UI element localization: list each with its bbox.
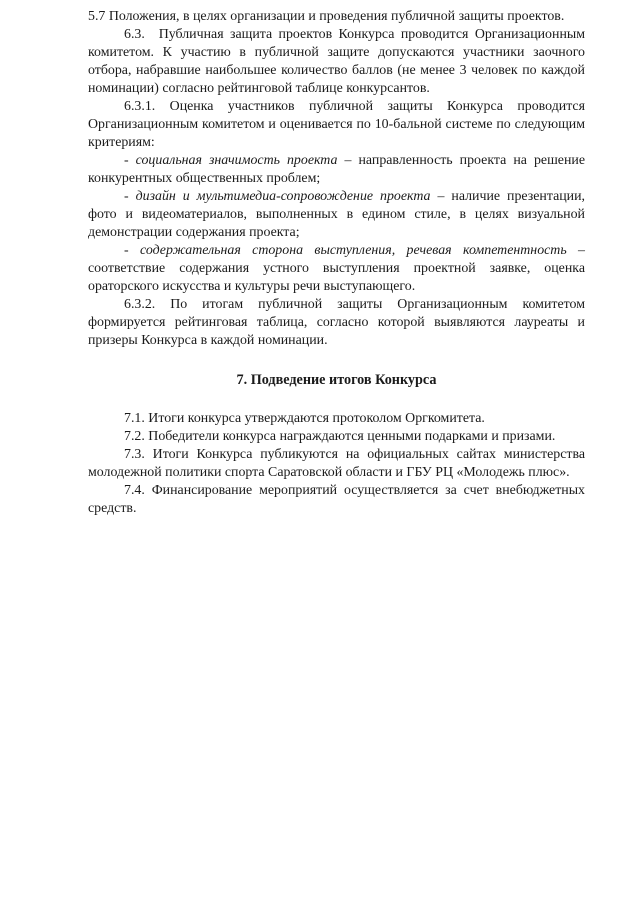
paragraph-6-3-1: 6.3.1. Оценка участников публичной защиты Конкурса проводится Организационным комитетом и оценивается по 10-бальной системе по следующим критериям: bbox=[88, 99, 585, 150]
criterion-name: содержательная сторона выступления, речевая компетентность bbox=[140, 243, 567, 258]
paragraph-6-3-2: 6.3.2. По итогам публичной защиты Организационным комитетом формируется рейтинговая таблица, согласно которой выявляются лауреаты и призеры Конкурса в каждой номинации. bbox=[88, 297, 585, 348]
criterion-item bbox=[88, 242, 585, 296]
paragraph-6-3: 6.3. Публичная защита проектов Конкурса проводится Организационным комитетом. К участию в публичной защите допускаются участники заочного отбора, набравшие наибольшее количество баллов (не менее 3 человек по каждой номинации) согласно рейтинговой таблице конкурсантов. bbox=[88, 27, 585, 96]
criterion-description: – наличие презентации, фото и видеоматериалов, выполненных в едином стиле, в целях визуальной демонстрации содержания проекта; bbox=[88, 189, 586, 240]
paragraph-7-3: 7.3. Итоги Конкурса публикуются на официальных сайтах министерства молодежной политики спорта Саратовской области и ГБУ РЦ «Молодежь плюс». bbox=[88, 447, 585, 480]
criterion-dash: - bbox=[124, 243, 141, 258]
paragraph-7-1: 7.1. Итоги конкурса утверждаются протоколом Оргкомитета. bbox=[124, 411, 485, 426]
criterion-item bbox=[88, 188, 585, 242]
section-heading: 7. Подведение итогов Конкурса bbox=[236, 372, 437, 388]
criterion-description: – соответствие содержания устного выступления проектной заявке, оценка ораторского искусства и культуры речи выступающего. bbox=[88, 243, 585, 294]
criterion-item bbox=[88, 152, 585, 188]
paragraph-7-4: 7.4. Финансирование мероприятий осуществляется за счет внебюджетных средств. bbox=[88, 483, 585, 516]
criterion-name: дизайн и мультимедиа-сопровождение проекта bbox=[135, 189, 431, 204]
paragraph-7-2: 7.2. Победители конкурса награждаются ценными подарками и призами. bbox=[124, 429, 556, 444]
criterion-description: – направленность проекта на решение конкурентных общественных проблем; bbox=[88, 153, 585, 186]
document-page bbox=[88, 8, 585, 518]
criterion-dash: - bbox=[124, 189, 136, 204]
paragraph-5-7: 5.7 Положения, в целях организации и проведения публичной защиты проектов. bbox=[88, 9, 565, 24]
criterion-name: социальная значимость проекта bbox=[135, 153, 338, 168]
criterion-dash: - bbox=[124, 153, 136, 168]
